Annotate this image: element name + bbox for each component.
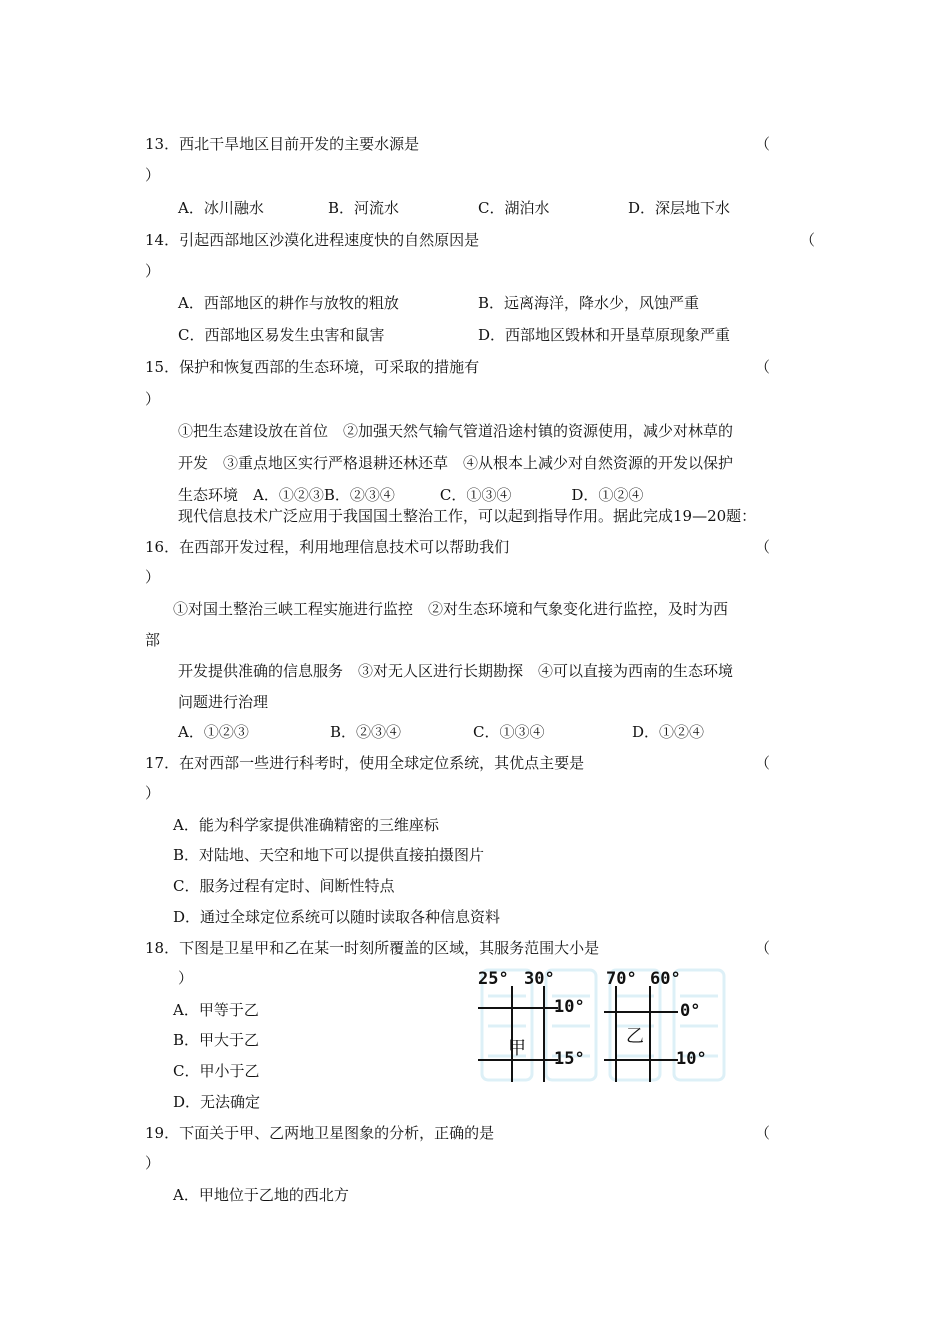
q17-stem: 17．在对西部一些进行科考时，使用全球定位系统，其优点主要是 bbox=[145, 754, 585, 772]
q16-paren-open: （ bbox=[755, 538, 771, 556]
q13-option-c: C．湖泊水 bbox=[478, 199, 550, 217]
intro-text: 现代信息技术广泛应用于我国国土整治工作，可以起到指导作用。据此完成19—20题： bbox=[178, 507, 757, 525]
q16-line-2: 开发提供准确的信息服务 ③对无人区进行长期勘探 ④可以直接为西南的生态环境 bbox=[178, 662, 734, 680]
q17-option-c: C．服务过程有定时、间断性特点 bbox=[173, 877, 395, 895]
jia-label: 甲 bbox=[508, 1038, 526, 1059]
yi-lat-2: 10° bbox=[676, 1049, 707, 1069]
q14-option-c: C．西部地区易发生虫害和鼠害 bbox=[178, 326, 385, 344]
yi-lat-1: 0° bbox=[680, 1001, 701, 1021]
q13-paren-close: ） bbox=[145, 166, 161, 184]
jia-lat-1: 10° bbox=[554, 997, 585, 1017]
yi-lon-2: 60° bbox=[650, 969, 681, 989]
satellite-coverage-figure bbox=[468, 966, 730, 1088]
q17-option-d: D．通过全球定位系统可以随时读取各种信息资料 bbox=[173, 908, 501, 926]
q16-line-1b: 部 bbox=[145, 631, 161, 649]
q18-option-a: A．甲等于乙 bbox=[173, 1001, 259, 1019]
q15-paren-open: （ bbox=[755, 358, 771, 376]
q18-option-c: C．甲小于乙 bbox=[173, 1062, 260, 1080]
jia-lon-1: 25° bbox=[478, 969, 509, 989]
jia-lon-2: 30° bbox=[524, 969, 555, 989]
q14-stem: 14．引起西部地区沙漠化进程速度快的自然原因是 bbox=[145, 231, 480, 249]
q17-paren-open: （ bbox=[755, 754, 771, 772]
q18-option-d: D．无法确定 bbox=[173, 1093, 261, 1111]
q19-paren-open: （ bbox=[755, 1124, 771, 1142]
q13-option-a: A．冰川融水 bbox=[178, 199, 264, 217]
q13-stem: 13．西北干旱地区目前开发的主要水源是 bbox=[145, 135, 420, 153]
q15-line-2: 开发 ③重点地区实行严格退耕还林还草 ④从根本上减少对自然资源的开发以保护 bbox=[178, 454, 734, 472]
q16-line-3: 问题进行治理 bbox=[178, 693, 269, 711]
q14-option-d: D．西部地区毁林和开垦草原现象严重 bbox=[478, 326, 731, 344]
q19-stem: 19．下面关于甲、乙两地卫星图象的分析，正确的是 bbox=[145, 1124, 495, 1142]
q16-line-1: ①对国土整治三峡工程实施进行监控 ②对生态环境和气象变化进行监控，及时为西 bbox=[173, 600, 729, 618]
q18-option-b: B．甲大于乙 bbox=[173, 1031, 260, 1049]
q15-line-3: 生态环境 A．①②③B．②③④ C．①③④ D．①②④ bbox=[178, 486, 644, 504]
q14-paren-open: （ bbox=[800, 231, 816, 249]
q16-paren-close: ） bbox=[145, 568, 161, 586]
q13-option-d: D．深层地下水 bbox=[628, 199, 731, 217]
q16-option-d: D．①②④ bbox=[632, 723, 705, 741]
q18-paren-close: ） bbox=[178, 969, 194, 987]
q16-option-b: B．②③④ bbox=[330, 723, 402, 741]
q13-paren-open: （ bbox=[755, 135, 771, 153]
q18-stem: 18．下图是卫星甲和乙在某一时刻所覆盖的区域，其服务范围大小是 bbox=[145, 939, 600, 957]
jia-lat-2: 15° bbox=[554, 1049, 585, 1069]
q17-paren-close: ） bbox=[145, 784, 161, 802]
q16-option-a: A．①②③ bbox=[178, 723, 249, 741]
figure-svg bbox=[468, 966, 730, 1088]
yi-lon-1: 70° bbox=[606, 969, 637, 989]
q14-paren-close: ） bbox=[145, 262, 161, 280]
q14-option-b: B．远离海洋，降水少，风蚀严重 bbox=[478, 294, 700, 312]
q14-option-a: A．西部地区的耕作与放牧的粗放 bbox=[178, 294, 399, 312]
q16-stem: 16．在西部开发过程，利用地理信息技术可以帮助我们 bbox=[145, 538, 510, 556]
q18-paren-open: （ bbox=[755, 939, 771, 957]
q13-option-b: B．河流水 bbox=[328, 199, 400, 217]
yi-label: 乙 bbox=[626, 1026, 644, 1047]
q17-option-b: B．对陆地、天空和地下可以提供直接拍摄图片 bbox=[173, 846, 485, 864]
q19-paren-close: ） bbox=[145, 1154, 161, 1172]
q16-option-c: C．①③④ bbox=[473, 723, 545, 741]
q15-paren-close: ） bbox=[145, 390, 161, 408]
q19-option-a: A．甲地位于乙地的西北方 bbox=[173, 1186, 349, 1204]
q17-option-a: A．能为科学家提供准确精密的三维座标 bbox=[173, 816, 439, 834]
q15-stem: 15．保护和恢复西部的生态环境，可采取的措施有 bbox=[145, 358, 480, 376]
q15-line-1: ①把生态建设放在首位 ②加强天然气输气管道沿途村镇的资源使用，减少对林草的 bbox=[178, 422, 734, 440]
